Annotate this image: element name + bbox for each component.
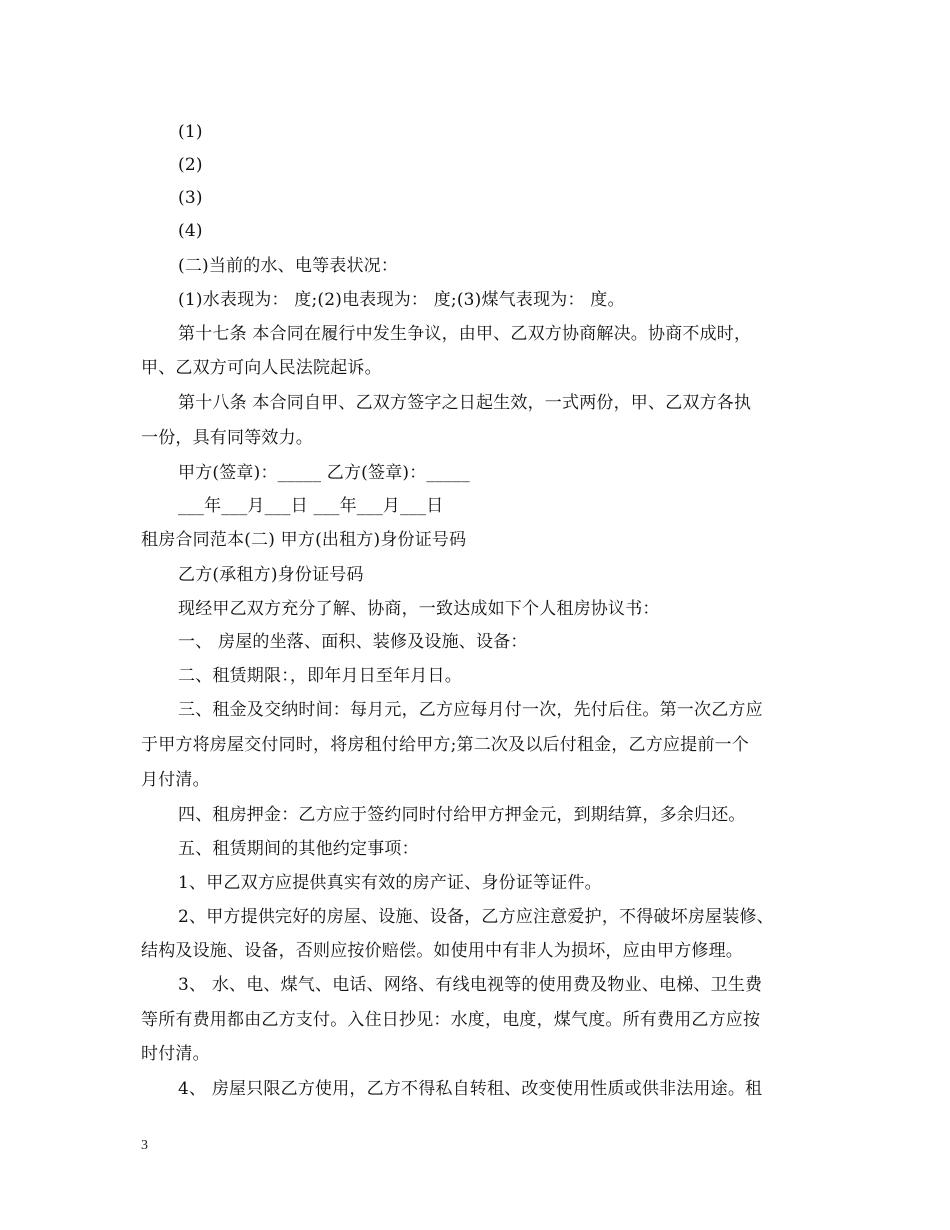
clause-1: 一、 房屋的坐落、面积、装修及设施、设备： [178,632,528,652]
list-marker-2: (2) [178,155,203,175]
clause-4: 四、租房押金：乙方应于签约同时付给甲方押金元，到期结算，多余归还。 [178,805,746,825]
list-marker-3: (3) [178,188,203,208]
agreement-intro: 现经甲乙双方充分了解、协商，一致达成如下个人租房协议书： [178,599,660,619]
contract-2-heading: 租房合同范本(二) 甲方(出租方)身份证号码 [141,530,467,550]
party-b-id-line: 乙方(承租方)身份证号码 [178,565,364,585]
item-2-line-2: 结构及设施、设备，否则应按价赔偿。如使用中有非人为损坏，应由甲方修理。 [141,941,743,961]
clause-2: 二、租赁期限：，即年月日至年月日。 [178,666,462,686]
item-2-line-1: 2、甲方提供完好的房屋、设施、设备，乙方应注意爱护，不得破坏房屋装修、 [178,907,774,927]
list-marker-4: (4) [178,221,203,241]
article-18-line-2: 一份，具有同等效力。 [141,428,313,448]
meter-status-heading: (二)当前的水、电等表状况： [178,256,399,276]
page-number: 3 [141,1138,148,1153]
clause-3-line-1: 三、租金及交纳时间：每月元，乙方应每月付一次，先付后住。第一次乙方应 [178,700,763,720]
clause-5-heading: 五、租赁期间的其他约定事项： [178,839,419,859]
article-18-line-1: 第十八条 本合同自甲、乙双方签字之日起生效，一式两份，甲、乙双方各执 [178,393,752,413]
item-3-line-1: 3、 水、电、煤气、电话、网络、有线电视等的使用费及物业、电梯、卫生费 [178,975,763,995]
meter-readings-line: (1)水表现为： 度;(2)电表现为： 度;(3)煤气表现为： 度。 [178,290,625,310]
article-17-line-1: 第十七条 本合同在履行中发生争议，由甲、乙双方协商解决。协商不成时， [178,324,752,344]
article-17-line-2: 甲、乙双方可向人民法院起诉。 [141,358,382,378]
item-4-line-1: 4、 房屋只限乙方使用，乙方不得私自转租、改变使用性质或供非法用途。租 [178,1079,763,1099]
item-3-line-3: 时付清。 [141,1044,210,1064]
item-1: 1、甲乙双方应提供真实有效的房产证、身份证等证件。 [178,873,602,893]
item-3-line-2: 等所有费用都由乙方支付。入住日抄见：水度，电度，煤气度。所有费用乙方应按 [141,1010,761,1030]
date-line: ___年___月___日 ___年___月___日 [178,496,444,516]
signature-line: 甲方(签章)：_____ 乙方(签章)：_____ [178,463,470,483]
clause-3-line-3: 月付清。 [141,770,210,790]
list-marker-1: (1) [178,122,203,142]
clause-3-line-2: 于甲方将房屋交付同时，将房租付给甲方;第二次及以后付租金，乙方应提前一个 [141,735,749,755]
